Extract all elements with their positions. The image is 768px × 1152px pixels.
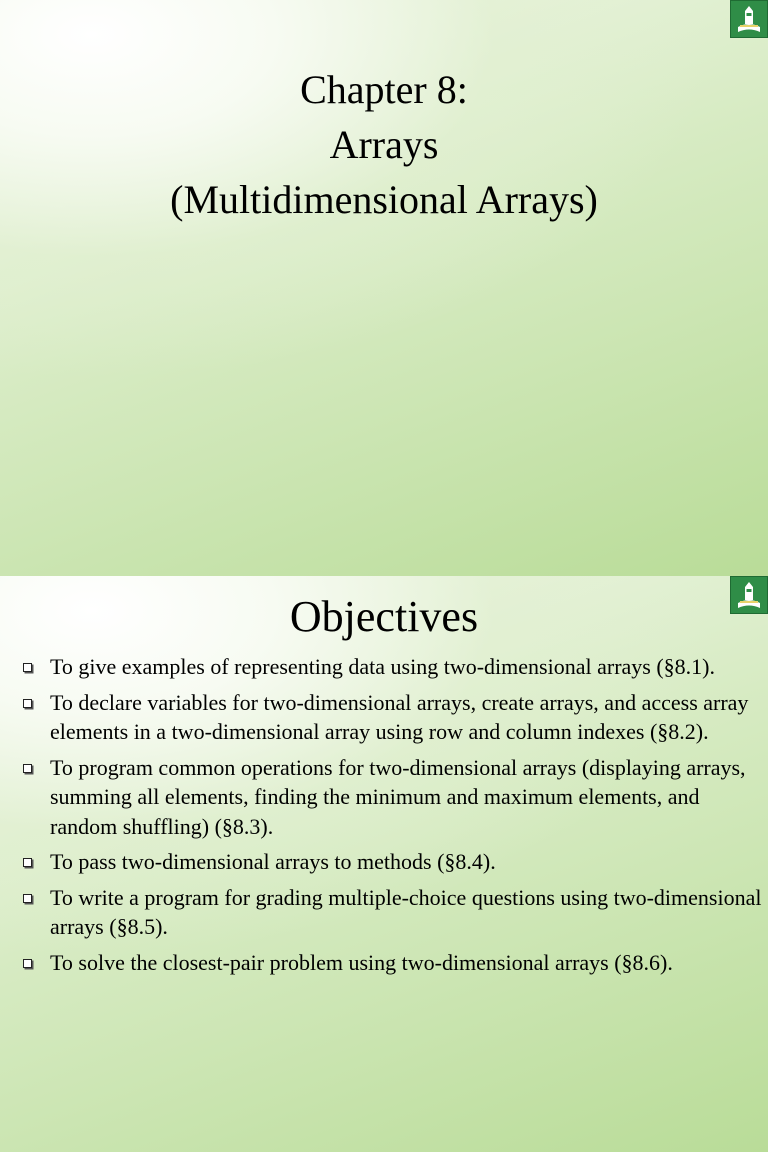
list-item: [20, 652, 764, 682]
objective-text: To solve the closest-pair problem using two-dimensional arrays (§8.6).: [50, 949, 673, 975]
chapter-title: [0, 62, 768, 227]
checkbox-bullet-icon: [23, 894, 32, 903]
objective-text: To pass two-dimensional arrays to methods (§8.4).: [50, 849, 496, 874]
objectives-heading: Objectives: [289, 592, 479, 641]
checkbox-bullet-icon: [23, 699, 32, 708]
title-line-chapter: Chapter 8:: [300, 67, 468, 112]
checkbox-bullet-icon: [23, 663, 32, 672]
list-item: [20, 883, 764, 942]
list-item: [20, 948, 764, 978]
objective-text: To write a program for grading multiple-choice questions using two-dimensional arrays (§8.5).: [50, 884, 762, 939]
list-item: [20, 688, 764, 747]
checkbox-bullet-icon: [23, 858, 32, 867]
slide-objectives: [0, 576, 768, 1152]
title-line-multidimensional: (Multidimensional Arrays): [170, 177, 598, 222]
checkbox-bullet-icon: [23, 959, 32, 968]
objective-text: To declare variables for two-dimensional arrays, create arrays, and access array elements in a two-dimensional array using row and column indexes (§8.2).: [50, 689, 749, 744]
list-item: [20, 753, 764, 842]
checkbox-bullet-icon: [23, 764, 32, 773]
list-item: [20, 847, 764, 877]
objectives-list: [20, 652, 764, 983]
title-line-arrays: Arrays: [329, 122, 439, 167]
university-logo-icon: [730, 0, 768, 38]
objective-text: To give examples of representing data using two-dimensional arrays (§8.1).: [50, 654, 715, 679]
objective-text: To program common operations for two-dimensional arrays (displaying arrays, summing all elements, finding the minimum and maximum elements, and random shuffling) (§8.3).: [50, 754, 746, 839]
